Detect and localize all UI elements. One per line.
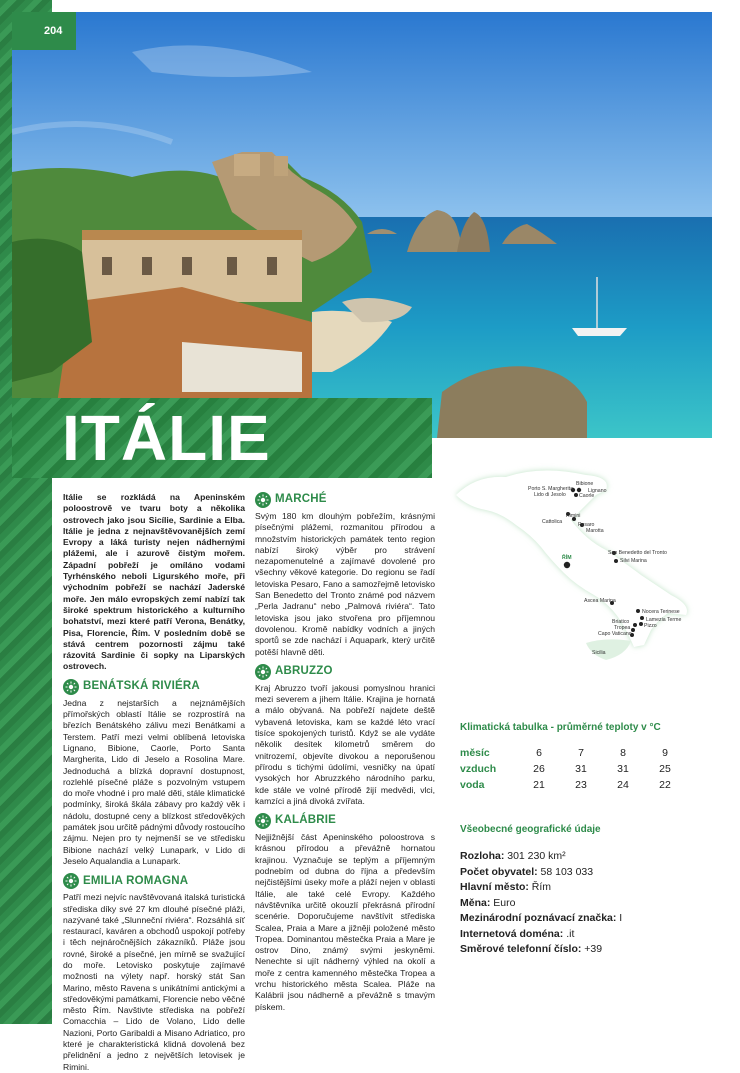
map-label-briatico: Briatico [612,619,630,625]
geo-key: Rozloha: [460,850,505,862]
map-label-marotta: Marotta [586,528,604,534]
section-title-abruzzo: ABRUZZO [275,665,333,678]
map-label-rim: ŘÍM [562,555,572,561]
climate-row-air [460,761,710,777]
section-title-kalabrie: KALÁBRIE [275,814,337,827]
climate-cell: 25 [659,763,671,775]
geo-row-capital [460,880,710,896]
geo-row-plate [460,911,710,927]
section-text-benatska: Jedna z nejstarších a nejznámějších přímořských oblastí Itálie se rozprostírá na březích Benátského zálivu mezi Benátkami a Terstem. Patří mezi velmi oblíbená letoviska Lignano, Bibione, Caorle, Porto Santa Margherita, Lido di Jeselo a Rosolina Mare. Jednoduchá a blízká dopravní dostupnost, rozlehlé písečné pláže s pozvolným vstupem do moře vhodné i pro malé děti, stále klimatické podmínky, široká škála zábavy pro každý věk i nádolu, dostupné ceny a blízkost středověkých památek jsou určitě pádnými důvody rostoucího zájmu. Nejen pro ty nejmenší se ve středisku Bibione nachází velký Lunapark, v Lido di Jeselo Aqualandia a Lunapark. [63,697,246,866]
climate-cell: 8 [620,747,626,759]
geo-value: .it [566,927,575,940]
climate-row-label: měsíc [460,747,490,759]
map-label-pizzo: Pizzo [644,623,657,629]
climate-cell: 31 [617,763,629,775]
climate-cell: 26 [533,763,545,775]
geo-key: Mezinárodní poznávací značka: [460,912,617,924]
sun-icon [63,679,79,695]
page-title: ITÁLIE [62,402,271,474]
italy-shape [456,470,687,660]
geography-title: Všeobecné geografické údaje [460,824,601,835]
map-label-caorle: Caorle [579,493,595,499]
geo-value: 58 103 033 [540,865,594,878]
climate-cell: 31 [575,763,587,775]
coast-illustration [12,12,712,438]
climate-cell: 22 [659,779,671,791]
section-header-benatska [63,679,245,695]
sun-icon [255,492,271,508]
map-label-capo: Capo Vaticano [598,631,632,637]
climate-cell: 9 [662,747,668,759]
section-header-kalabrie [255,813,435,829]
geo-row-currency [460,896,710,912]
intro-paragraph: Itálie se rozkládá na Apeninském poloostrově ve tvaru boty a několika ostrovech jako jsou Sicílie, Sardinie a Elba. Itálie je jedna z nejnavštěvovanějších zemí Evropy a láká turisty nejen nádhernými plážemi, ale i azurově čistým mořem. Západní pobřeží je omíláno vodami Tyrhénského neboli Ligurského moře, při východním pobřeží se nachází Jaderské moře. Jen málo evropských zemí nabízí tak široké spektrum historického a kulturního bohatství, mezi které patří Verona, Benátky, Pisa, Florencie, Řím. V posledním době se stává centrem pozornosti zájmu také rázovitá Sardinie či sopky na Liparských ostrovech. [63,492,245,672]
climate-row-label: voda [460,779,485,791]
map-label-cattolica: Cattolica [542,519,563,525]
geo-row-area [460,849,710,865]
geo-value: 301 230 km² [507,850,566,862]
climate-row-label: vzduch [460,763,497,775]
map-label-silvi: Silvi Marina [620,558,647,564]
climate-cell: 7 [578,747,584,759]
geo-key: Hlavní město: [460,881,529,893]
map-label-tropea: Tropea [614,625,631,631]
geo-key: Internetová doména: [460,927,564,940]
geo-row-population [460,865,710,881]
section-header-emilia [63,873,245,889]
section-title-benatska: BENÁTSKÁ RIVIÉRA [83,680,200,693]
page-number: 204 [12,12,76,50]
hero-photo-coast [12,12,712,438]
text-column-left [63,492,245,1073]
climate-table [460,722,710,793]
map-label-ascea: Ascea Marina [584,598,616,604]
map-label-lignano: Lignano [588,488,607,494]
section-title-marche: MARCHÉ [275,493,327,506]
map-label-lamezia: Lamezia Terme [646,617,682,623]
sun-icon [63,873,79,889]
geo-value: Euro [493,896,516,909]
section-text-marche: Svým 180 km dlouhým pobřežím, krásnými písečnými plážemi, rozmanitou přírodou a množstvím historických památek tento region nabízí široký výběr pro strávení nezapomenutelné a zajímavé dovolené pro všechny věkové kategorie. Do regionu se řadí letoviska Pesaro, Fano a samozřejmě letovisko San Benedetto del Tronto známé pod názvem „Perla Jadranu“ nebo „Palmová riviéra“. Tato letoviska jsou jako stvořena pro příjemnou dovolenou. Kromě nabídky vodních a jiných sportů se zde nachází i Aquapark, který určitě potěší hlavně děti. [255,511,435,657]
geo-row-domain [460,927,710,943]
map-label-bibione: Bibione [576,481,594,487]
climate-title: Klimatická tabulka - průměrné teploty v °C [460,722,661,733]
geography-facts [460,824,710,958]
geo-value: Řím [531,881,552,893]
map-label-lido: Lido di Jesolo [534,492,566,498]
map-label-nocera: Nocera Terinese [642,609,680,615]
climate-cell: 21 [533,779,545,791]
geo-key: Měna: [460,896,491,909]
section-text-kalabrie: Nejjižnější část Apeninského poloostrova s krásnou přírodou a převážně hornatou krajinou. Vyznačuje se teplým a příjemným podnebím od dubna do října a především nejčistějšími úseky moře a pláží nejen v oblasti Itálie, ale také celé Evropy. Každého návštěvníka určitě okouzlí překrásná přírodní scenérie. Doporučujeme navštívit střediska Scalea, Praia a Mare a jižněji položené město Tropea. Dominantou městečka Praia a Mare je ostrov Dino, známý svými jeskyněmi. Nenechte si ujít nádherný výhled na okolí a moře z centra kamenného městečka Tropea a vrchu historického města Scalea. Pláže na Kalábrii jsou nádherně a převážně s tmavým pískem. [255,832,435,1012]
geo-row-phone [460,942,710,958]
climate-cell: 23 [575,779,587,791]
climate-row-month [460,745,710,761]
section-header-marche [255,492,435,508]
climate-cell: 6 [536,747,542,759]
geo-value: I [619,912,623,924]
text-column-middle [255,492,435,1013]
italy-map-svg [446,455,716,670]
section-title-emilia: EMILIA ROMAGNA [83,874,189,887]
section-header-abruzzo [255,664,435,680]
map-label-porto: Porto S. Margherita [528,486,573,492]
climate-cell: 24 [617,779,629,791]
geo-key: Počet obyvatel: [460,865,538,878]
section-text-emilia: Patří mezi nejvíc navštěvovaná italská turistická střediska díky své 27 km dlouhé písečné pláži, nazývané také „Slunneční riviéra“. Rozsáhlá síť restaurací, kaváren a obchodů uspokojí potřeby i těch nejnáročnějších zákazníků. Pláže jsou rovné, široké a písečné, jen mírně se svažující do moře. Letovisko poskytuje zajímavé možnosti na výlety např. horský stát San Marino, město Ravena s unikátními antickými a středověkými památkami, Florencie nebo věčné město Řím. Navštivte střediska na pobřeží Comacchia – Lido de Volano, Lido delle Nazioni, Porto Garibaldi a Misano Adriatico, pro které je charakteristická klidná dovolená bez přelidnění a jedno z největších letovisek je Rimini. [63,892,245,1072]
climate-row-water [460,777,710,793]
map-label-sanbenedetto: San Benedetto del Tronto [608,550,667,556]
sun-icon [255,664,271,680]
map-label-pesaro: Pesaro [578,522,595,528]
geo-value: +39 [584,943,603,955]
map-label-sicilia: Sicilia [592,650,606,656]
geo-key: Směrové telefonní číslo: [460,943,582,955]
section-text-abruzzo: Kraj Abruzzo tvoří jakousi pomyslnou hranici mezi severem a jihem Itálie. Krajina je hornatá a málo obývaná. Na pobřeží najdete deště vybavená letoviska, kam se každé léto vrací tisíce spokojených turistů. Když se ale vydáte několik desítek kilometrů směrem do vnitrozemí, objevíte divokou a neporušenou přírodu s tichými údolími, vesničky na úpatí vysokých hor Abruzzkého národního parku, kde stále ve volné přírodě žijí medvědi, vlci, kamzíci a jiná divoká zvířata. [255,682,435,806]
sun-icon [255,813,271,829]
italy-map [446,455,716,670]
map-label-rimini: Rimini [566,513,581,519]
